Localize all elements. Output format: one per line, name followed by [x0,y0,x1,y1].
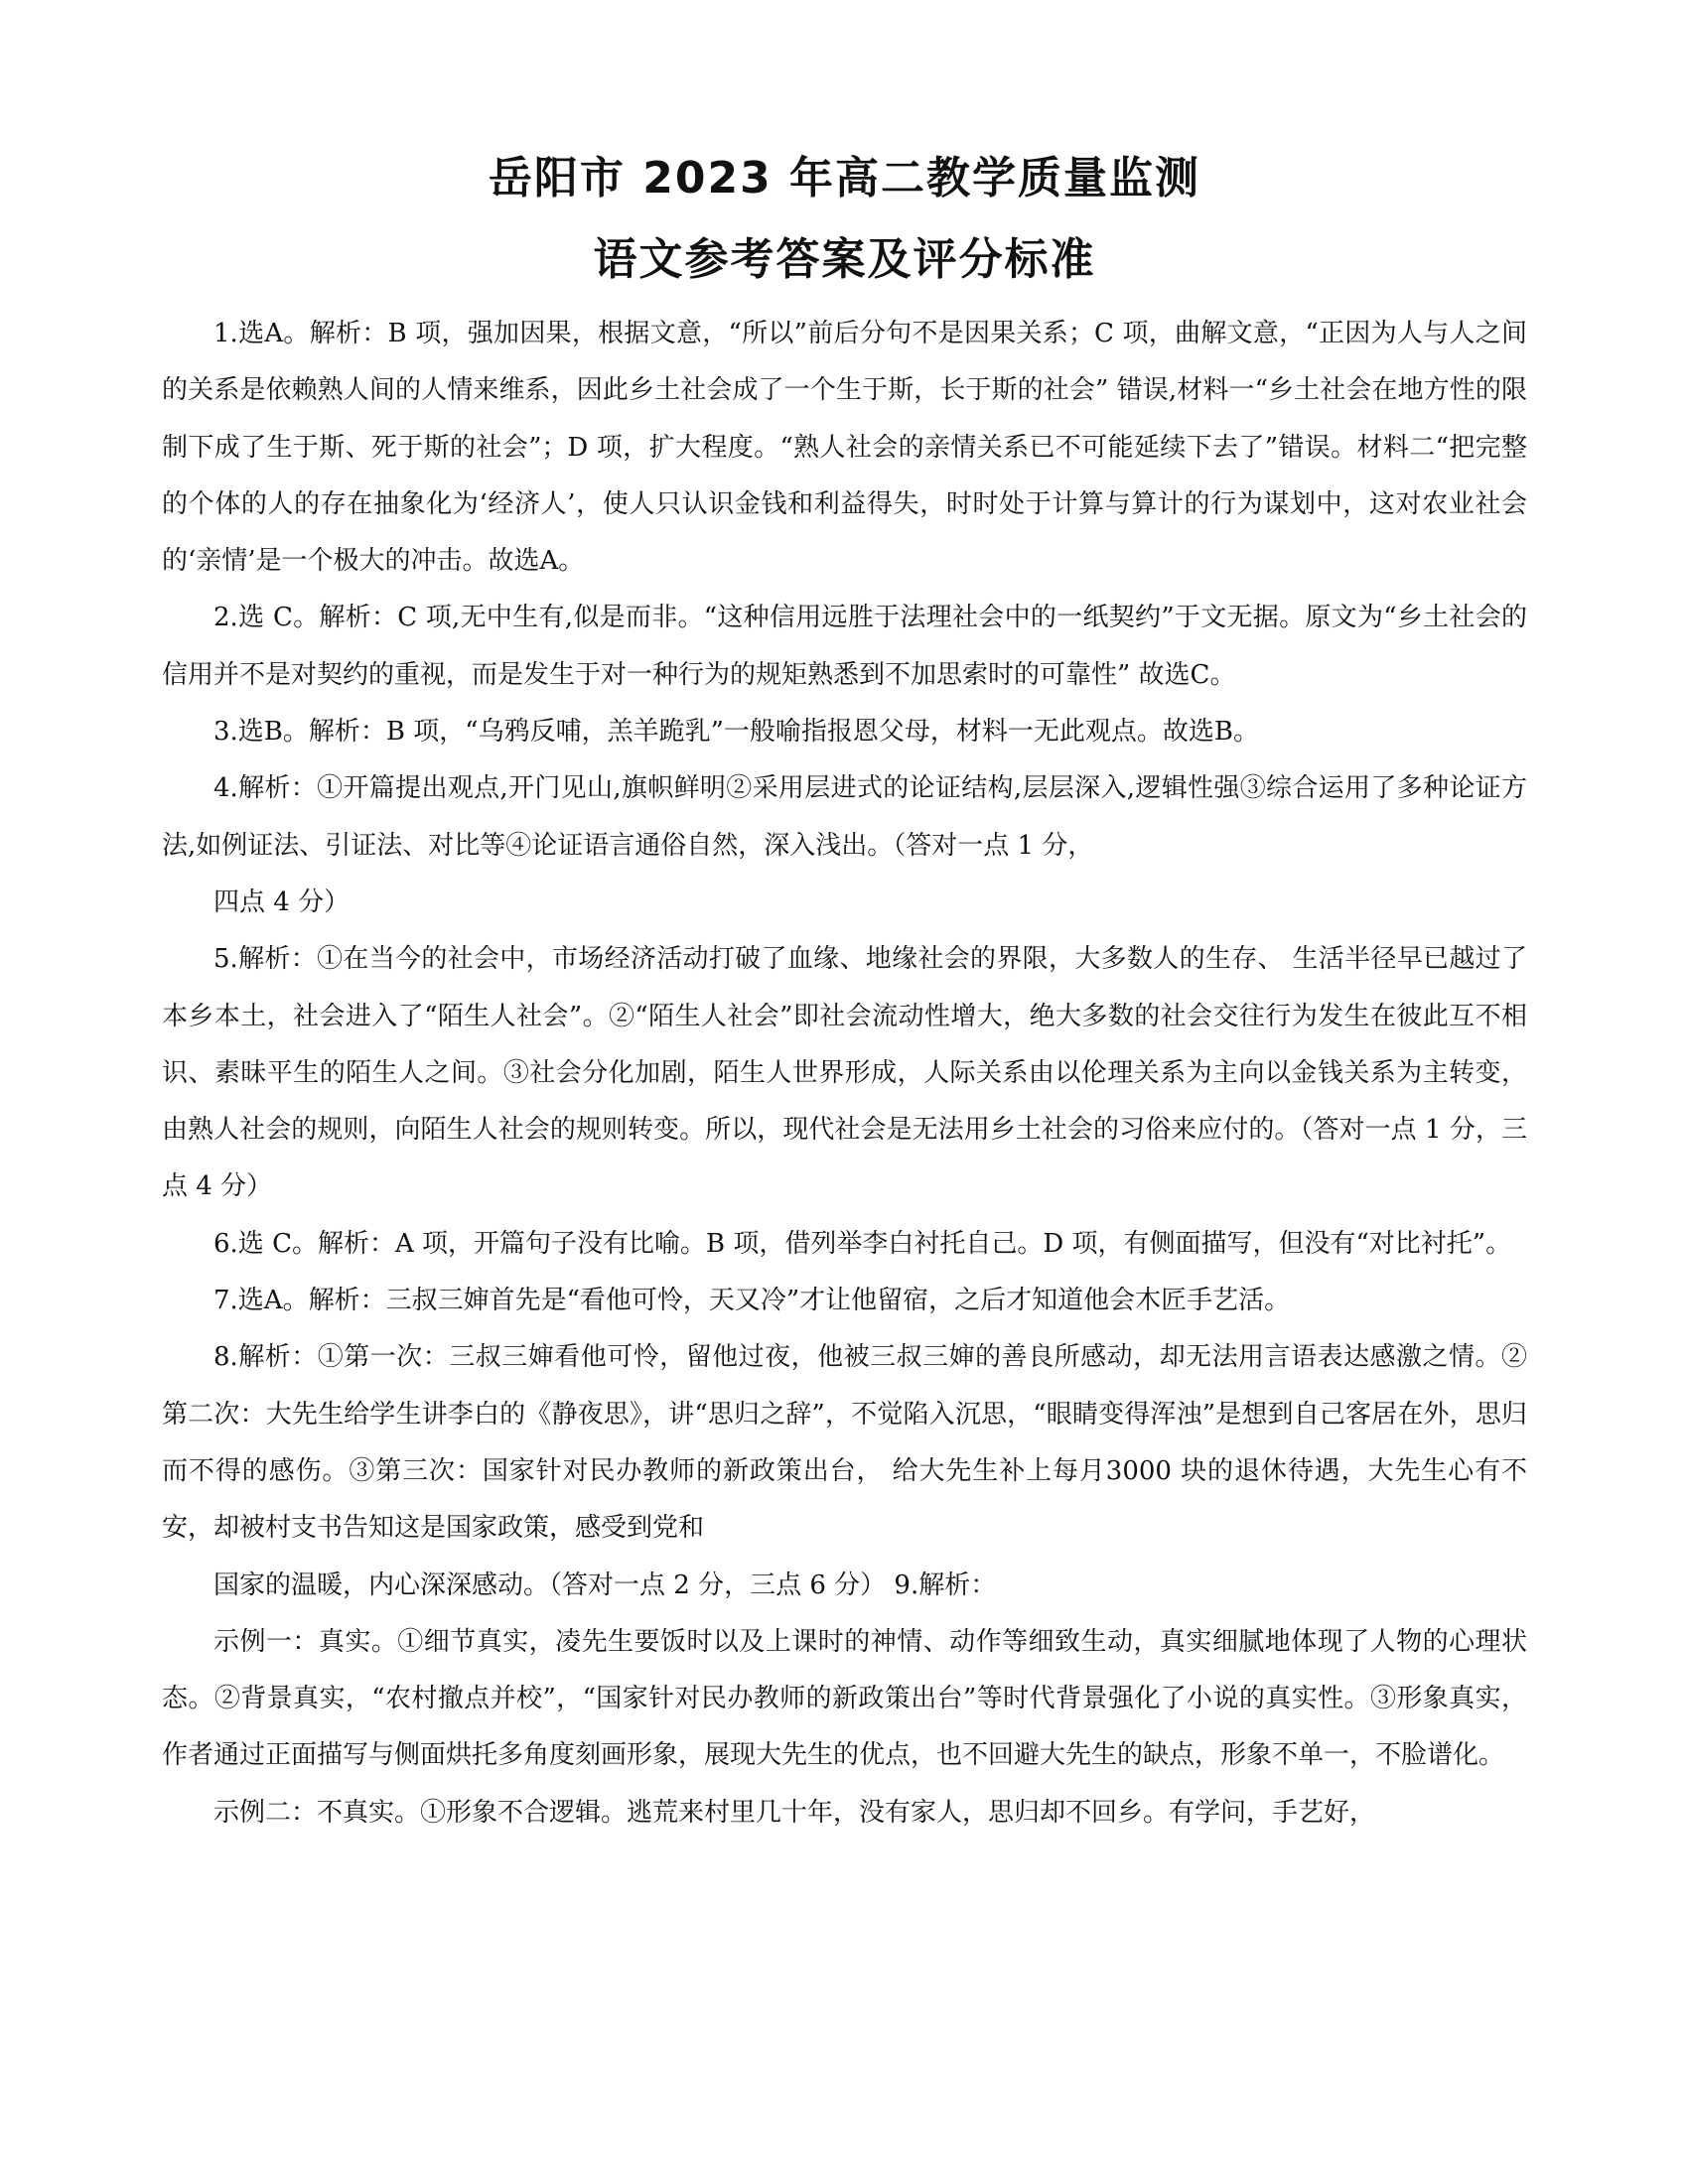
answer-6-paragraph: 6.选 C。解析：A 项，开篇句子没有比喻。B 项，借列举李白衬托自己。D 项，有侧面描写，但没有“对比衬托”。 [213,1228,1512,1259]
document-title: 岳阳市 2023 年高二教学质量监测 [488,153,1201,204]
document-subtitle: 语文参考答案及评分标准 [593,234,1096,285]
answer-4-paragraph: 4.解析：①开篇提出观点,开门见山,旗帜鲜明②采用层进式的论证结构,层层深入,逻辑性强③综合运用了多种论证方法,如例证法、引证法、对比等④论证语言通俗自然，深入浅出。（答对一点 1 分， [162,773,1527,861]
answer-8-score-paragraph: 国家的温暖，内心深深感动。（答对一点 2 分，三点 6 分） 9.解析： [213,1570,997,1600]
answer-2-paragraph: 2.选 C。解析：C 项,无中生有,似是而非。“这种信用远胜于法理社会中的一纸契约”于文无据。原文为“乡土社会的信用并不是对契约的重视，而是发生于对一种行为的规矩熟悉到不加思索时的可靠性” 故选C。 [162,603,1527,690]
answer-9-example-2-paragraph: 示例二：不真实。①形象不合逻辑。逃荒来村里几十年，没有家人，思归却不回乡。有学问，手艺好， [213,1797,1376,1828]
answer-5-paragraph: 5.解析：①在当今的社会中，市场经济活动打破了血缘、地缘社会的界限，大多数人的生存、 生活半径早已越过了本乡本土，社会进入了“陌生人社会”。②“陌生人社会”即社会流动性增大，绝大多数的社会交往行为发生在彼此互不相识、素昧平生的陌生人之间。③社会分化加剧，陌生人世界形成，人际关系由以伦理关系为主向以金钱关系为主转变，由熟人社会的规则，向陌生人社会的规则转变。所以，现代社会是无法用乡土社会的习俗来应付的。（答对一点 1 分，三点 4 分） [162,944,1527,1202]
answer-8-paragraph: 8.解析：①第一次：三叔三婶看他可怜，留他过夜，他被三叔三婶的善良所感动，却无法用言语表达感激之情。②第二次：大先生给学生讲李白的《静夜思》，讲“思归之辞”，不觉陷入沉思，“眼睛变得浑浊”是想到自己客居在外，思归而不得的感伤。③第三次：国家针对民办教师的新政策出台， 给大先生补上每月3000 块的退休待遇，大先生心有不安，却被村支书告知这是国家政策，感受到党和 [162,1342,1527,1544]
answer-4-score-paragraph: 四点 4 分） [213,887,351,917]
answer-7-paragraph: 7.选A。解析：三叔三婶首先是“看他可怜，天又冷”才让他留宿，之后才知道他会木匠手艺活。 [213,1286,1291,1316]
document-page [162,149,1527,1842]
answer-1-paragraph: 1.选A。解析：B 项，强加因果，根据文意，“所以”前后分句不是因果关系；C 项，曲解文意，“正因为人与人之间的关系是依赖熟人间的人情来维系，因此乡土社会成了一个生于斯，长于斯的社会” 错误,材料一“乡土社会在地方性的限制下成了生于斯、死于斯的社会”；D 项，扩大程度。“熟人社会的亲情关系已不可能延续下去了”错误。材料二“把完整的个体的人的存在抽象化为‘经济人’，使人只认识金钱和利益得失，时时处于计算与算计的行为谋划中，这对农业社会的‘亲情’是一个极大的冲击。故选A。 [162,319,1527,577]
answer-9-example-1-paragraph: 示例一：真实。①细节真实，凌先生要饭时以及上课时的神情、动作等细致生动，真实细腻地体现了人物的心理状态。②背景真实，“农村撤点并校”，“国家针对民办教师的新政策出台”等时代背景强化了小说的真实性。③形象真实，作者通过正面描写与侧面烘托多角度刻画形象，展现大先生的优点，也不回避大先生的缺点，形象不单一，不脸谱化。 [162,1626,1527,1771]
answer-3-paragraph: 3.选B。解析：B 项，“乌鸦反哺，羔羊跪乳”一般喻指报恩父母，材料一无此观点。故选B。 [213,717,1259,748]
